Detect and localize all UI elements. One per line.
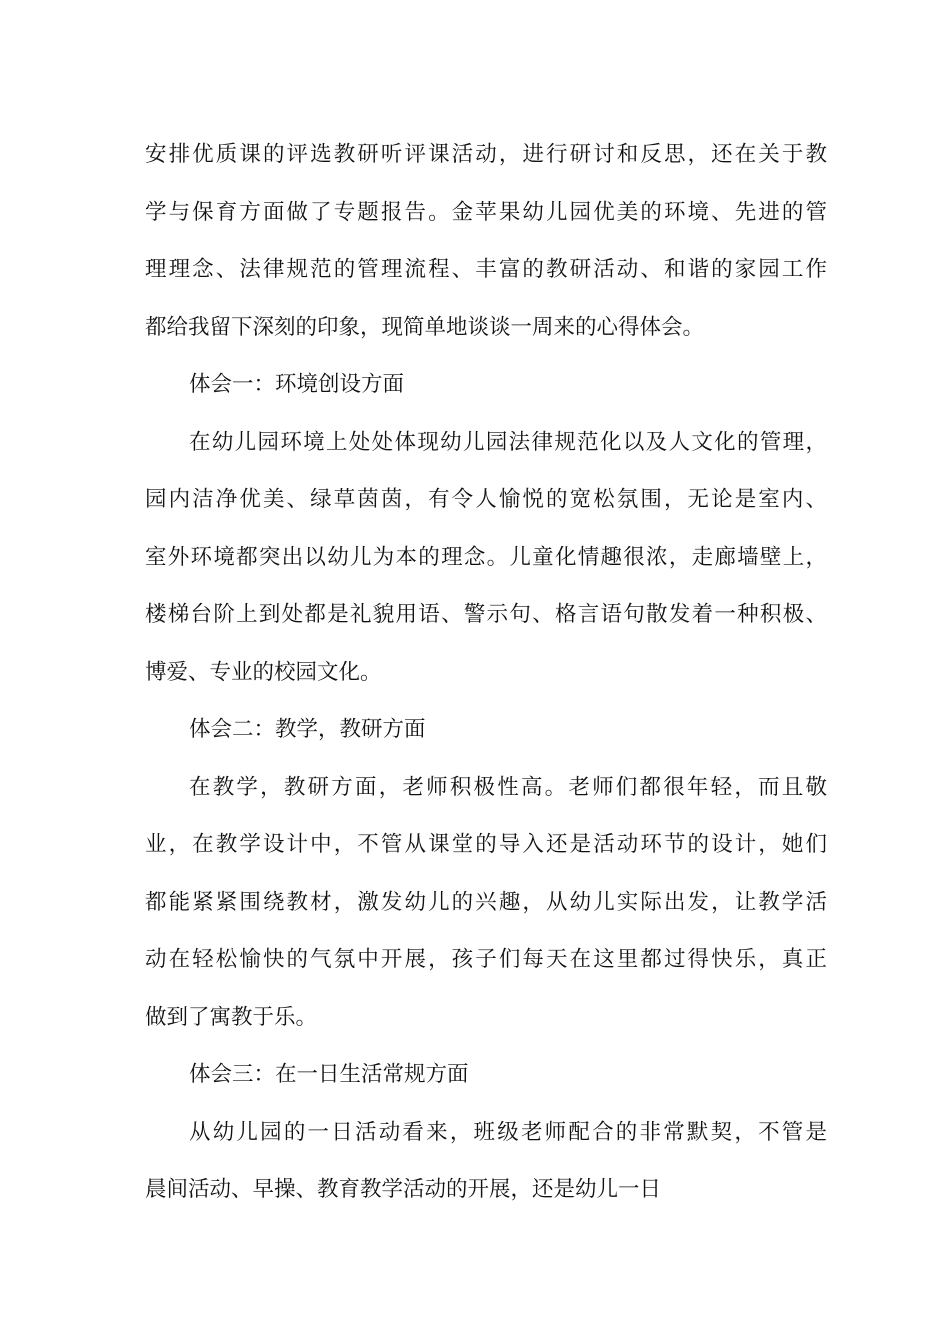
text-line: 楼梯台阶上到处都是礼貌用语、警示句、格言语句散发着一种积极、 [145, 602, 827, 627]
text-line: 学与保育方面做了专题报告。金苹果幼儿园优美的环境、先进的管 [145, 199, 827, 225]
section-heading: 体会二：教学，教研方面 [189, 717, 426, 742]
text-line: 业，在教学设计中，不管从课堂的导入还是活动环节的设计，她们 [145, 832, 827, 857]
text-line: 博爱、专业的校园文化。 [145, 659, 382, 685]
text-line: 做到了寓教于乐。 [145, 1004, 318, 1030]
text-line: 安排优质课的评选教研听评课活动，进行研讨和反思，还在关于教 [145, 142, 827, 167]
document-body [145, 126, 827, 1219]
text-line: 从幼儿园的一日活动看来，班级老师配合的非常默契，不管是 [189, 1119, 827, 1145]
text-line: 晨间活动、早操、教育教学活动的开展，还是幼儿一日 [145, 1177, 662, 1202]
text-line: 室外环境都突出以幼儿为本的理念。儿童化情趣很浓，走廊墙壁上， [145, 544, 827, 570]
text-line: 都能紧紧围绕教材，激发幼儿的兴趣，从幼儿实际出发，让教学活 [145, 889, 827, 915]
section-heading: 体会一：环境创设方面 [189, 372, 405, 397]
text-line: 理理念、法律规范的管理流程、丰富的教研活动、和谐的家园工作 [145, 257, 827, 282]
text-line: 都给我留下深刻的印象，现简单地谈谈一周来的心得体会。 [145, 314, 705, 340]
section-heading: 体会三：在一日生活常规方面 [189, 1062, 469, 1087]
text-line: 园内洁净优美、绿草茵茵，有令人愉悦的宽松氛围，无论是室内、 [145, 487, 827, 512]
text-line: 在教学，教研方面，老师积极性高。老师们都很年轻，而且敬 [189, 774, 827, 800]
text-line: 在幼儿园环境上处处体现幼儿园法律规范化以及人文化的管理， [189, 429, 827, 455]
text-line: 动在轻松愉快的气氛中开展，孩子们每天在这里都过得快乐，真正 [145, 947, 827, 972]
